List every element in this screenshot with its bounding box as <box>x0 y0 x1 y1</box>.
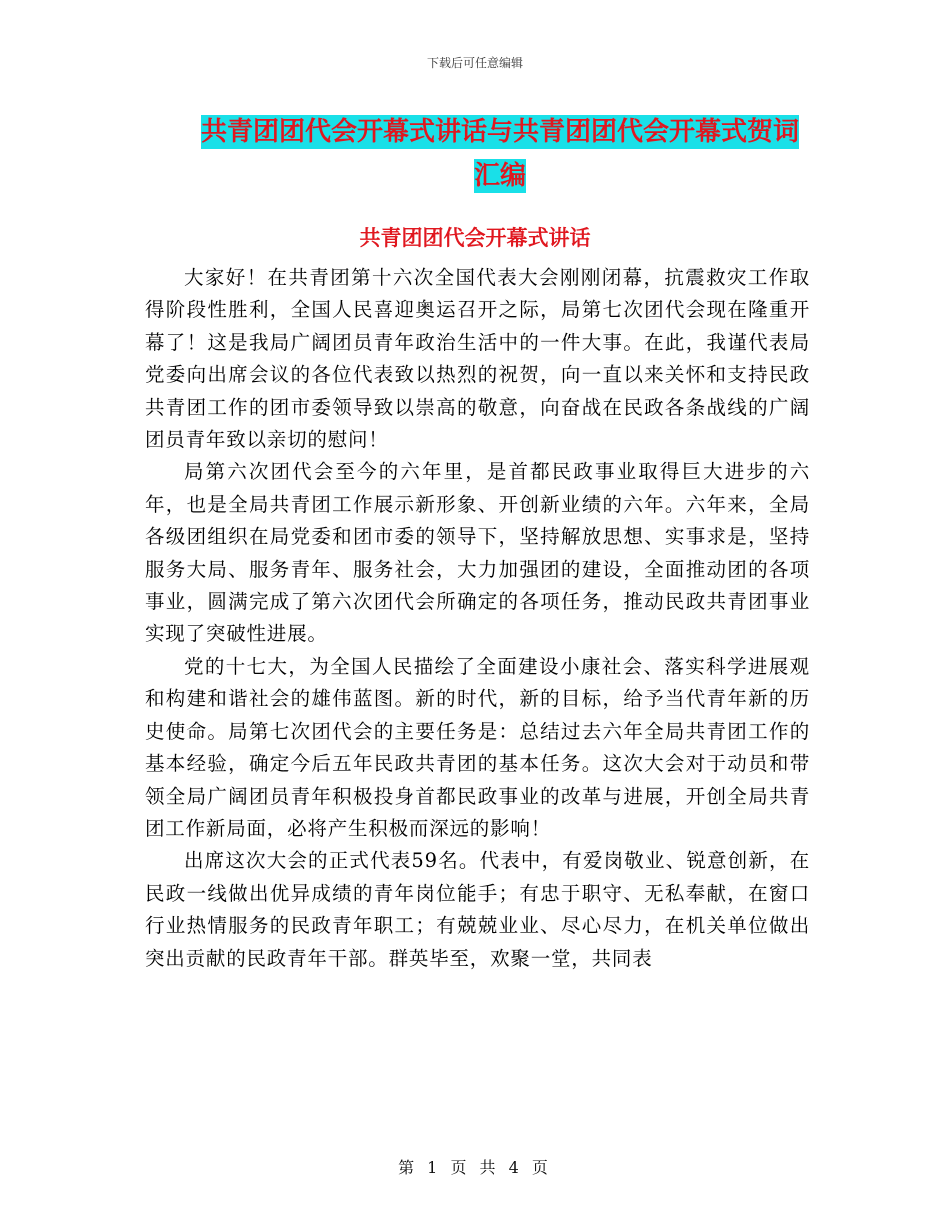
paragraph-3: 党的十七大，为全国人民描绘了全面建设小康社会、落实科学进展观和构建和谐社会的雄伟蓝图。新的时代，新的目标，给予当代青年新的历史使命。局第七次团代会的主要任务是：总结过去六年全局共青团工作的基本经验，确定今后五年民政共青团的基本任务。这次大会对于动员和带领全局广阔团员青年积极投身首都民政事业的改革与进展，开创全局共青团工作新局面，必将产生积极而深远的影响！ <box>145 654 810 840</box>
page-number: 第 1 页 共 4 页 <box>398 1158 552 1177</box>
section-heading: 共青团团代会开幕式讲话 <box>359 226 591 250</box>
document-title-line-1: 共青团团代会开幕式讲话与共青团团代会开幕式贺词 <box>200 117 799 147</box>
header-note: 下载后可任意编辑 <box>426 56 523 70</box>
paragraph-1: 大家好！在共青团第十六次全国代表大会刚刚闭幕，抗震救灾工作取得阶段性胜利，全国人民喜迎奥运召开之际，局第七次团代会现在隆重开幕了！这是我局广阔团员青年政治生活中的一件大事。在此，我谨代表局党委向出席会议的各位代表致以热烈的祝贺，向一直以来关怀和支持民政共青团工作的团市委领导致以崇高的敬意，向奋战在民政各条战线的广阔团员青年致以亲切的慰问！ <box>145 266 810 452</box>
paragraph-4: 出席这次大会的正式代表59名。代表中，有爱岗敬业、锐意创新，在民政一线做出优异成绩的青年岗位能手；有忠于职守、无私奉献，在窗口行业热情服务的民政青年职工；有兢兢业业、尽心尽力，在机关单位做出突出贡献的民政青年干部。群英毕至，欢聚一堂，共同表 <box>145 849 810 970</box>
document-title-line-2: 汇编 <box>473 161 526 191</box>
paragraph-2: 局第六次团代会至今的六年里，是首都民政事业取得巨大进步的六年，也是全局共青团工作展示新形象、开创新业绩的六年。六年来，全局各级团组织在局党委和团市委的领导下，坚持解放思想、实事求是，坚持服务大局、服务青年、服务社会，大力加强团的建设，全面推动团的各项事业，圆满完成了第六次团代会所确定的各项任务，推动民政共青团事业实现了突破性进展。 <box>145 460 810 646</box>
body-text <box>145 262 810 975</box>
document-title <box>170 110 830 198</box>
